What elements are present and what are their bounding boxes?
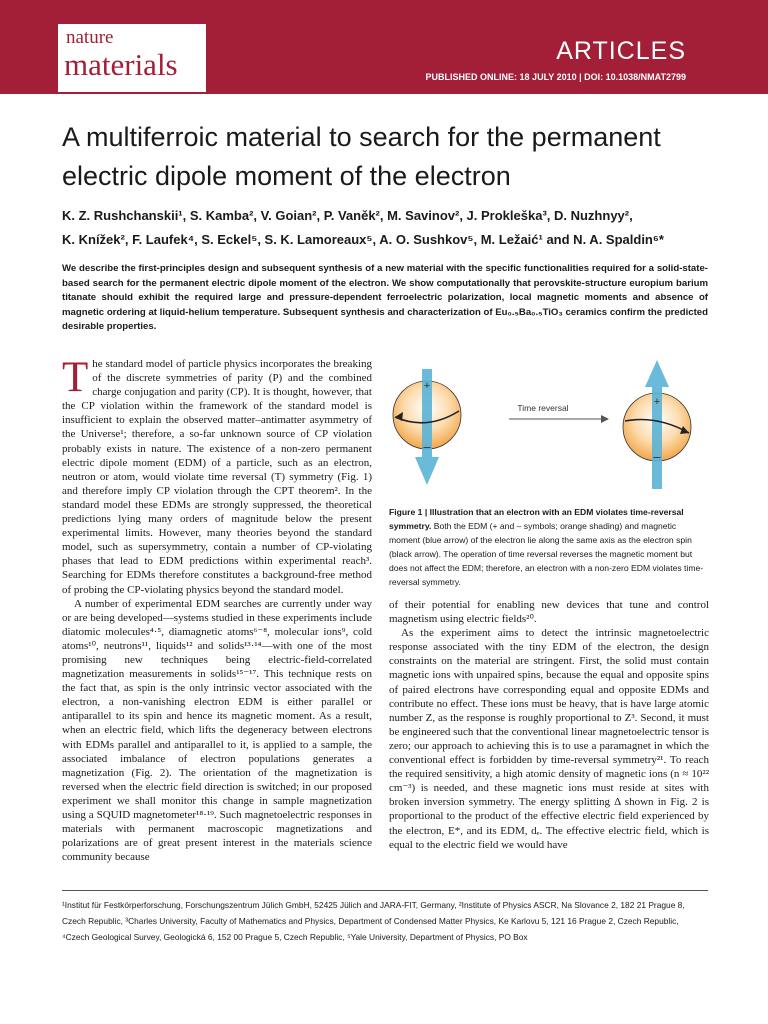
authors-line-1: K. Z. Rushchanskii¹, S. Kamba², V. Goian², P. Vaněk², M. Savinov², J. Prokleška³, D. Nuzhnyy², [62, 208, 633, 223]
affiliations-footnote: ¹Institut für Festkörperforschung, Forschungszentrum Jülich GmbH, 52425 Jülich and JARA-FIT, Germany, ²Institute of Physics ASCR, Na Slovance 2, 182 21 Prague 8, Czech Republic, ³Charles University, Faculty of Mathematics and Physics, Department of Condensed Matter Physics, Ke Karlovu 5, 121 16 Prague 2, Czech Republic, ⁴Czech Geological Survey, Geologická 6, 152 00 Prague 5, Czech Republic, ⁵Yale University, Department of Physics, PO Box [62, 900, 685, 942]
figure-1-caption [389, 505, 707, 589]
footnote-divider [62, 890, 708, 891]
journal-header [0, 0, 768, 94]
paragraph-1-text: he standard model of particle physics incorporates the breaking of the discrete symmetries of parity (P) and the combined charge conjugation and parity (CP). It is thought, however, that the CP violation within the framework of the standard model is insufficient to explain the observed matter–antimatter asymmetry of the Universe¹; therefore, a so-far unknown source of CP violation probably exists in nature. The existence of a non-zero permanent electric dipole moment (EDM) of a particle, such as an electron, neutron or atom, would violate time reversal (T) symmetry (Fig. 1) and therefore imply CP violation through the CPT theorem². In the standard model these EDMs are strongly suppressed, the theoretical predictions lying many orders of magnitude below the present experimental limits. However, many theories beyond the standard model, such as supersymmetry, contain a number of CP-violating phases that lead to EDM predictions within experimental reach³. Searching for EDMs therefore constitutes a background-free method of probing the CP-violating physics beyond the standard model. [62, 358, 372, 596]
section-label: ARTICLES [556, 37, 686, 65]
logo-materials: materials [64, 47, 178, 82]
figure-1 [389, 357, 709, 502]
left-column [62, 354, 372, 864]
paragraph-1 [62, 354, 372, 597]
abstract: We describe the first-principles design and subsequent synthesis of a new material with the specific functionalities required for a solid-state-based search for the permanent electric dipole moment of the electron. We show computationally that perovskite-structure europium barium titanate should exhibit the required large and pressure-dependent ferroelectric polarization, local magnetic moments and absence of magnetic ordering at liquid-helium temperature. Subsequent synthesis and characterization of Eu₀.₅Ba₀.₅TiO₃ ceramics confirm the predicted desirable properties. [62, 263, 708, 332]
electron-before [393, 369, 461, 485]
figure-1-caption-title: Figure 1 | Illustration that an electron with an EDM violates time-reversal symmetry. [389, 507, 684, 531]
electron-after [623, 360, 691, 489]
right-paragraph-1: of their potential for enabling new devices that tune and control magnetism using electric fields²⁰. [389, 599, 709, 626]
authors-line-2: K. Knížek², F. Laufek⁴, S. Eckel⁵, S. K. Lamoreaux⁵, A. O. Sushkov⁵, M. Ležaić¹ and N. A. Spaldin⁶* [62, 232, 664, 247]
right-column [389, 598, 709, 852]
figure-1-illustration [389, 357, 709, 502]
author-list [62, 204, 722, 252]
logo-nature: nature [66, 27, 114, 48]
time-reversal-arrowhead-icon [601, 415, 609, 423]
edm-minus-left: – [423, 439, 431, 454]
drop-cap: T [62, 354, 89, 401]
article-title: A multiferroic material to search for the permanent electric dipole moment of the electron [62, 122, 661, 191]
journal-logo [58, 24, 206, 92]
edm-minus-right: – [653, 449, 661, 464]
publication-info: PUBLISHED ONLINE: 18 JULY 2010 | DOI: 10.1038/NMAT2799 [425, 72, 686, 82]
time-reversal-label: Time reversal [517, 403, 569, 413]
right-paragraph-2: As the experiment aims to detect the intrinsic magnetoelectric response associated with the tiny EDM of the electron, the design constraints on the material are stringent. First, the solid must contain magnetic ions with unpaired spins, because the equal and opposite spins of paired electrons have corresponding equal and opposite EDMs and contribute no effect. These ions must be heavy, that is have large atomic number Z, as the response is roughly proportional to Z³. Second, it must be engineered such that the conventional linear magnetoelectric tensor is zero; our approach to achieving this is to use a paramagnet in which the conventional effect is forbidden by time-reversal symmetry²¹. To reach the required sensitivity, a high atomic density of magnetic ions (n ≈ 10²² cm⁻³) is needed, and these magnetic ions must reside at sites with broken inversion symmetry. The energy splitting Δ shown in Fig. 2 is proportional to the product of the effective electric field experienced by the electron, E*, and its EDM, dₑ. The effective electric field, which is equal to the electric field we would have [389, 627, 709, 851]
edm-plus-left: + [423, 380, 431, 392]
figure-1-caption-text: Both the EDM (+ and – symbols; orange shading) and magnetic moment (blue arrow) of the electron lie along the same axis as the electron spin (black arrow). The operation of time reversal reverses the magnetic moment but does not affect the EDM; therefore, an electron with a non-zero EDM violates time-reversal symmetry. [389, 521, 704, 587]
paragraph-2: A number of experimental EDM searches are currently under way or are being developed—systems studied in these experiments include diatomic molecules⁴·⁵, diamagnetic atoms⁶⁻⁸, molecular ions⁹, cold atoms¹⁰, neutrons¹¹, liquids¹² and solids¹³·¹⁴—with one of the most promising new techniques being electric-field-correlated magnetization measurements in solids¹⁵⁻¹⁷. This technique rests on the fact that, as spin is the only intrinsic vector associated with the electron, a non-vanishing electron EDM is either parallel or antiparallel to its spin and hence its magnetic moment. As a result, when an electric field, which lifts the degeneracy between electrons with EDMs parallel and antiparallel to it, is applied to a sample, the associated imbalance of electron populations generates a magnetization (Fig. 2). The orientation of the magnetization is reversed when the electric field direction is switched; in our proposed experiment we shall monitor this change in sample magnetization using a SQUID magnetometer¹⁸·¹⁹. Such magnetoelectric responses in materials with permanent macroscopic magnetizations and polarizations are of great present interest in the materials science community because [62, 597, 372, 864]
edm-plus-right: + [653, 396, 661, 408]
time-reversal-arrow [509, 403, 609, 423]
